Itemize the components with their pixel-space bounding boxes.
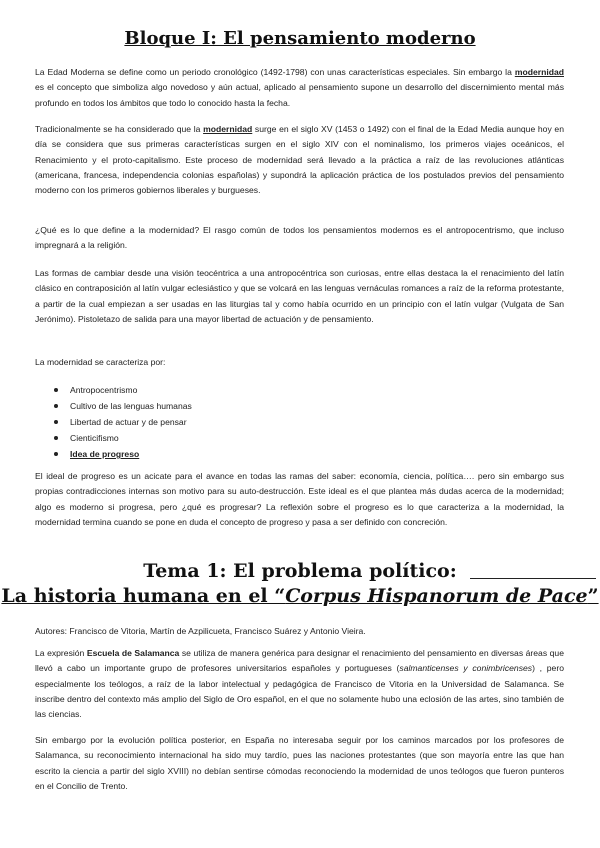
characteristics-list bbox=[52, 382, 192, 462]
paragraph-sin-embargo: Sin embargo por la evolución política posterior, en España no interesaba seguir por los caminos marcados por los profesores de Salamanca, su reconocimiento internacional ha sido muy tardío, pues las naciones protestantes (que son mayoría entre las que han escrito la ciencia a partir del siglo XVIII) no debían sentirse cómodas reconociendo la modernidad de unos teólogos que fueron punteros en el Concilio de Trento. bbox=[35, 735, 564, 791]
text-run: Tradicionalmente se ha considerado que la bbox=[35, 124, 204, 134]
historia-title bbox=[0, 585, 600, 607]
title-italic-run: Corpus Hispanorum de Pace bbox=[285, 585, 588, 607]
list-item: Cienticifismo bbox=[52, 430, 192, 446]
text-run: La Edad Moderna se define como un periodo cronológico (1492-1798) con unas características especiales. Sin embargo la bbox=[35, 67, 515, 77]
list-item: Idea de progreso bbox=[52, 446, 192, 462]
list-item: Libertad de actuar y de pensar bbox=[52, 414, 192, 430]
paragraph-tradicionalmente bbox=[35, 122, 564, 198]
paragraph-edad-moderna bbox=[35, 65, 564, 111]
paragraph-autores: Autores: Francisco de Vitoria, Martín de Azpilicueta, Francisco Suárez y Antonio Vieira. bbox=[35, 626, 366, 636]
paragraph-ideal-progreso: El ideal de progreso es un acicate para el avance en todas las ramas del saber: economía, ciencia, política…. pero sin embargo sus propias contradicciones internas son motivo para su auto-destrucción. Este ideal es el que plantea más dudas acerca de la modernidad; algo es moderno si progresa, pero ¿qué es progresar? La reflexión sobre el progreso es lo que caracteriza a la modernidad, la modernidad termina cuando se pone en duda el concepto de progreso y pasa a ser definido con concreción. bbox=[35, 471, 564, 527]
text-run: La expresión bbox=[35, 648, 87, 658]
text-run: se utiliza de manera genérica para designar el renacimiento del pensamiento en diversas áreas que llevó a cabo un importante grupo de profesores universitarios españoles y portugueses ( bbox=[35, 648, 564, 674]
bold-term: Escuela de Salamanca bbox=[86, 648, 180, 658]
section-title: Bloque I: El pensamiento moderno bbox=[124, 28, 476, 49]
title-run: La historia humana en el “ bbox=[1, 585, 286, 607]
paragraph-escuela-salamanca bbox=[35, 646, 564, 722]
paragraph-formas-cambiar: Las formas de cambiar desde una visión teocéntrica a una antropocéntrica son curiosas, entre ellas destaca la el renacimiento del latín clásico en contraposición al latín vulgar eclesiástico y que se volcará en las lenguas vernáculas romances a raíz de la reforma protestante, a partir de la cual empiezan a ser usadas en las liturgias tal y como había ocurrido en un principio con el latín vulgar (Vulgata de San Jerónimo). Pistoletazo de salida para una mayor libertad de actuación y de pensamiento. bbox=[35, 268, 564, 324]
title-run: ” bbox=[587, 585, 599, 607]
underlined-term: modernidad bbox=[514, 67, 564, 77]
horizontal-rule bbox=[470, 578, 596, 579]
text-run: surge en el siglo XV (1453 o 1492) con el final de la Edad Media aunque hoy en día se considera que sus primeras características surgen en el siglo XIV con el nominalismo, los primeros viajes oceánicos, el Renacimiento y el proto-capitalismo. Este proceso de modernidad será llevado a la práctica a raíz de las revoluciones atlánticas (americana, francesa, independencia colonias españolas) y supondrá la aplicación práctica de los postulados previos del pensamiento moderno con los primeros gobiernos liberales y burgueses. bbox=[35, 124, 564, 196]
paragraph-que-define: ¿Qué es lo que define a la modernidad? El rasgo común de todos los pensamientos modernos es el antropocentrismo, que incluso impregnará a la religión. bbox=[35, 225, 564, 251]
italic-term: salmanticenses y conimbricenses bbox=[399, 663, 533, 674]
paragraph-caracteriza: La modernidad se caracteriza por: bbox=[35, 357, 166, 367]
list-item: Antropocentrismo bbox=[52, 382, 192, 398]
underlined-term: modernidad bbox=[203, 124, 253, 134]
tema-title: Tema 1: El problema político: bbox=[143, 560, 457, 582]
text-run: ) , pero especialmente los teólogos, a raíz de la labor intelectual y pedagógica de Francisco de Vitoria en la Universidad de Salamanca. Se inscribe dentro del contexto más amplio del Siglo de Oro español, en el que no solamente hubo una eclosión de las artes, sino también de las ciencias. bbox=[35, 663, 564, 720]
text-run: es el concepto que simboliza algo novedoso y aún actual, aplicado al pensamiento supone un desarrollo del discernimiento mental más profundo en todos los ámbitos que todo lo conocido hasta la fecha. bbox=[35, 82, 564, 108]
list-item: Cultivo de las lenguas humanas bbox=[52, 398, 192, 414]
